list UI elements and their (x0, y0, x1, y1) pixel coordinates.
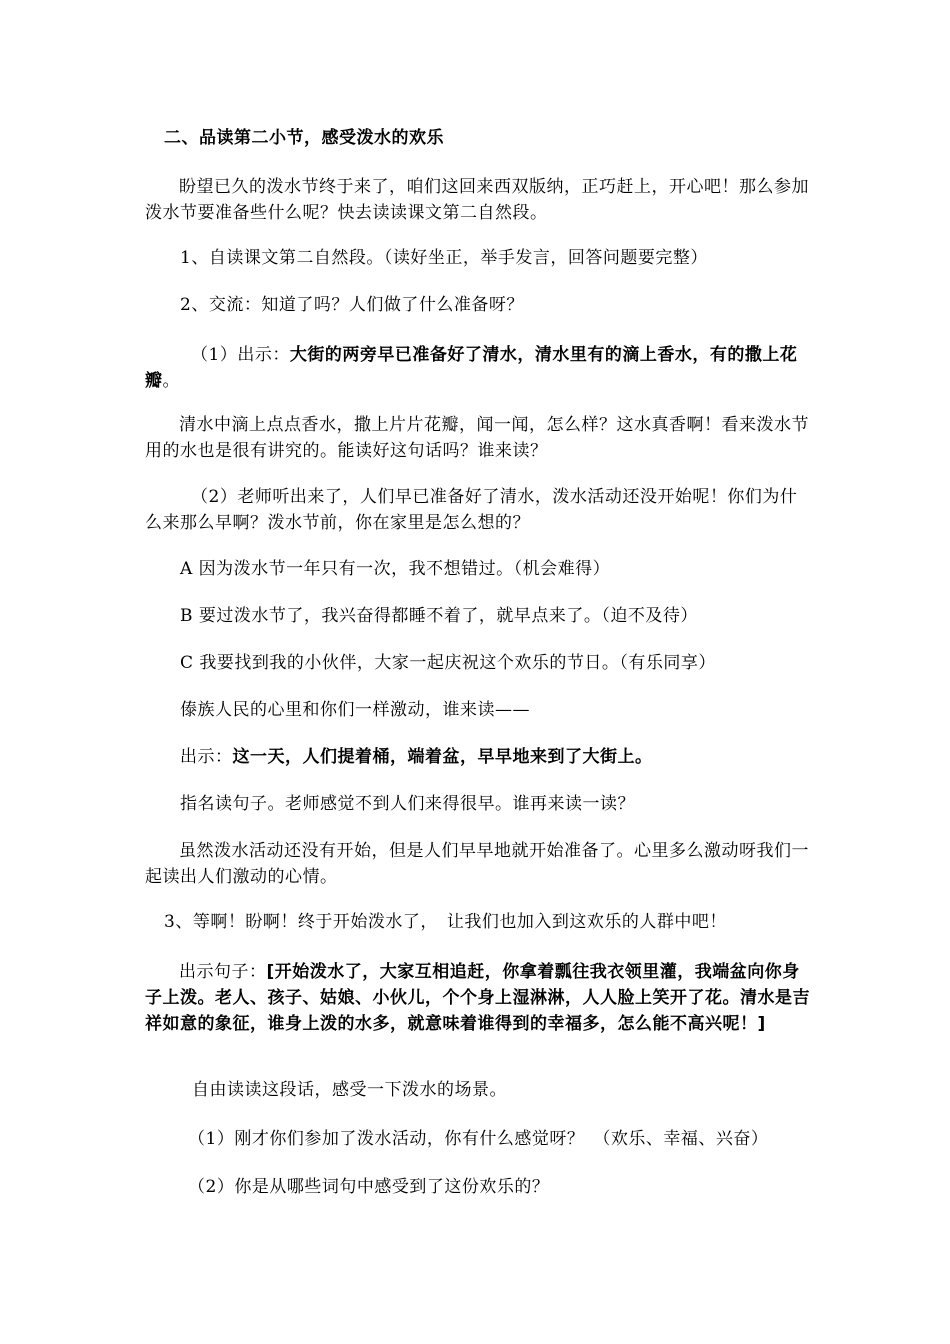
water-paragraph: 清水中滴上点点香水，撒上片片花瓣，闻一闻，怎么样？这水真香啊！看来泼水节用的水也是很有讲究的。能读好这句话吗？谁来读？ (145, 415, 809, 461)
intro-paragraph: 盼望已久的泼水节终于来了，咱们这回来西双版纳，正巧赶上，开心吧！那么参加泼水节要准备些什么呢？快去读读课文第二自然段。 (145, 177, 809, 223)
question-3: （1）刚才你们参加了泼水活动，你有什么感觉呀？ （欢乐、幸福、兴奋） (188, 1129, 769, 1149)
show-label: （1）出示： (191, 345, 290, 365)
question-2: （2）老师听出来了，人们早已准备好了清水，泼水活动还没开始呢！你们为什么来那么早啊？泼水节前，你在家里是怎么想的？ (145, 487, 798, 533)
step-1: 1、自读课文第二自然段。（读好坐正，举手发言，回答问题要完整） (180, 248, 708, 268)
question-4: （2）你是从哪些词句中感受到了这份欢乐的？ (188, 1177, 550, 1197)
show-quote: [开始泼水了，大家互相追赶，你拿着瓢往我衣领里灌，我端盆向你身子上泼。老人、孩子、姑娘、小伙儿，个个身上湿淋淋，人人脸上笑开了花。清水是吉祥如意的象征，谁身上泼的水多，就意味着谁得到的幸福多，怎么能不高兴呢！] (145, 962, 810, 1034)
show-label: 出示句子： (179, 962, 267, 982)
dai-paragraph: 傣族人民的心里和你们一样激动，谁来读—— (180, 700, 530, 720)
step-2: 2、交流：知道了吗？人们做了什么准备呀？ (180, 295, 524, 315)
show-end: 。 (162, 371, 180, 391)
show-label: 出示： (180, 747, 233, 767)
option-a: A 因为泼水节一年只有一次，我不想错过。（机会难得） (180, 559, 611, 579)
show-sentence-2 (180, 744, 845, 770)
section-heading: 二、品读第二小节，感受泼水的欢乐 (164, 128, 444, 148)
although-paragraph: 虽然泼水活动还没有开始，但是人们早早地就开始准备了。心里多么激动呀我们一起读出人们激动的心情。 (145, 841, 809, 887)
read-name-paragraph: 指名读句子。老师感觉不到人们来得很早。谁再来读一读？ (180, 794, 635, 814)
show-sentence-3 (145, 959, 810, 1037)
option-b: B 要过泼水节了，我兴奋得都睡不着了，就早点来了。（迫不及待） (180, 606, 698, 626)
step-3: 3、等啊！盼啊！终于开始泼水了， 让我们也加入到这欢乐的人群中吧！ (164, 912, 727, 932)
free-read-paragraph: 自由读读这段话，感受一下泼水的场景。 (192, 1080, 507, 1100)
show-quote: 大街的两旁早已准备好了清水，清水里有的滴上香水，有的撒上花瓣 (145, 345, 798, 391)
show-sentence-1 (145, 342, 810, 394)
show-quote: 这一天，人们提着桶，端着盆，早早地来到了大街上。 (232, 747, 653, 767)
option-c: C 我要找到我的小伙伴，大家一起庆祝这个欢乐的节日。（有乐同享） (180, 653, 716, 673)
